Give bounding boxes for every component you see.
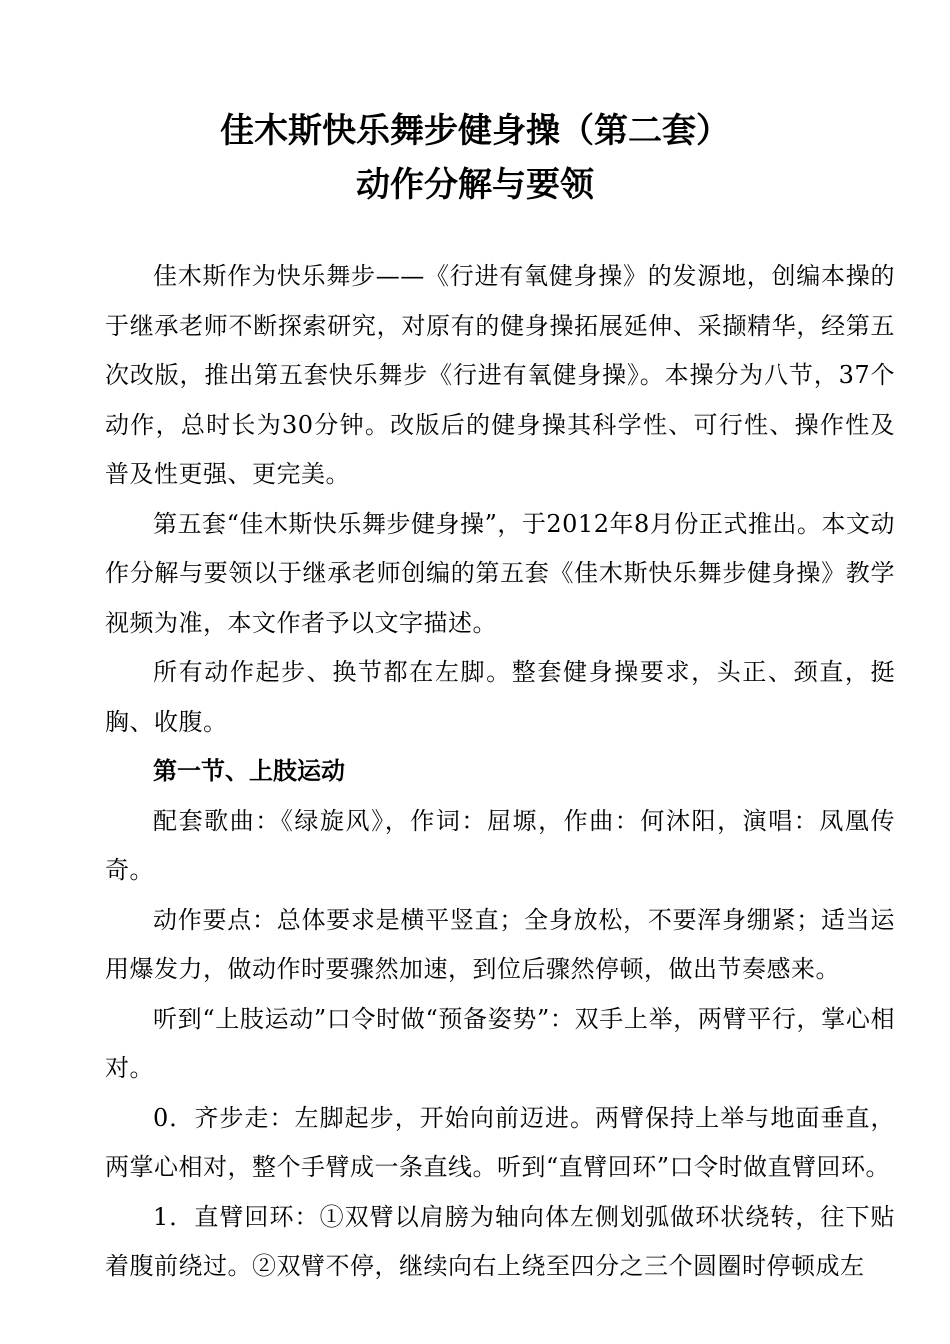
song-info-paragraph: 配套歌曲：《绿旋风》，作词：屈塬，作曲：何沐阳，演唱：凤凰传奇。 xyxy=(105,806,895,884)
intro-paragraph: 佳木斯作为快乐舞步——《行进有氧健身操》的发源地，创编本操的于继承老师不断探索研究，对原有的健身操拓展延伸、采撷精华，经第五次改版，推出第五套快乐舞步《行进有氧健身操》。本操分为八节，37个动作，总时长为30分钟。改版后的健身操其科学性、可行性、操作性及普及性更强、更完美。 xyxy=(105,262,895,488)
document-body xyxy=(105,252,895,1292)
requirements-paragraph: 所有动作起步、换节都在左脚。整套健身操要求，头正、颈直，挺胸、收腹。 xyxy=(105,658,895,736)
prep-posture-paragraph: 听到“上肢运动”口令时做“预备姿势”：双手上举，两臂平行，掌心相对。 xyxy=(105,1004,895,1082)
step-1-paragraph: 1．直臂回环：①双臂以肩膀为轴向体左侧划弧做环状绕转，往下贴着腹前绕过。②双臂不停，继续向右上绕至四分之三个圆圈时停顿成左 xyxy=(105,1202,895,1280)
key-points-paragraph: 动作要点：总体要求是横平竖直；全身放松，不要浑身绷紧；适当运用爆发力，做动作时要骤然加速，到位后骤然停顿，做出节奏感来。 xyxy=(105,905,895,983)
section-heading: 第一节、上肢运动 xyxy=(153,757,345,785)
document-subtitle: 动作分解与要领 xyxy=(356,165,594,205)
title-block xyxy=(0,104,950,212)
document-title: 佳木斯快乐舞步健身操（第二套） xyxy=(220,111,730,151)
release-paragraph: 第五套“佳木斯快乐舞步健身操”，于2012年8月份正式推出。本文动作分解与要领以于继承老师创编的第五套《佳木斯快乐舞步健身操》教学视频为准，本文作者予以文字描述。 xyxy=(105,509,895,637)
step-0-paragraph: 0．齐步走：左脚起步，开始向前迈进。两臂保持上举与地面垂直，两掌心相对，整个手臂成一条直线。听到“直臂回环”口令时做直臂回环。 xyxy=(105,1103,895,1181)
